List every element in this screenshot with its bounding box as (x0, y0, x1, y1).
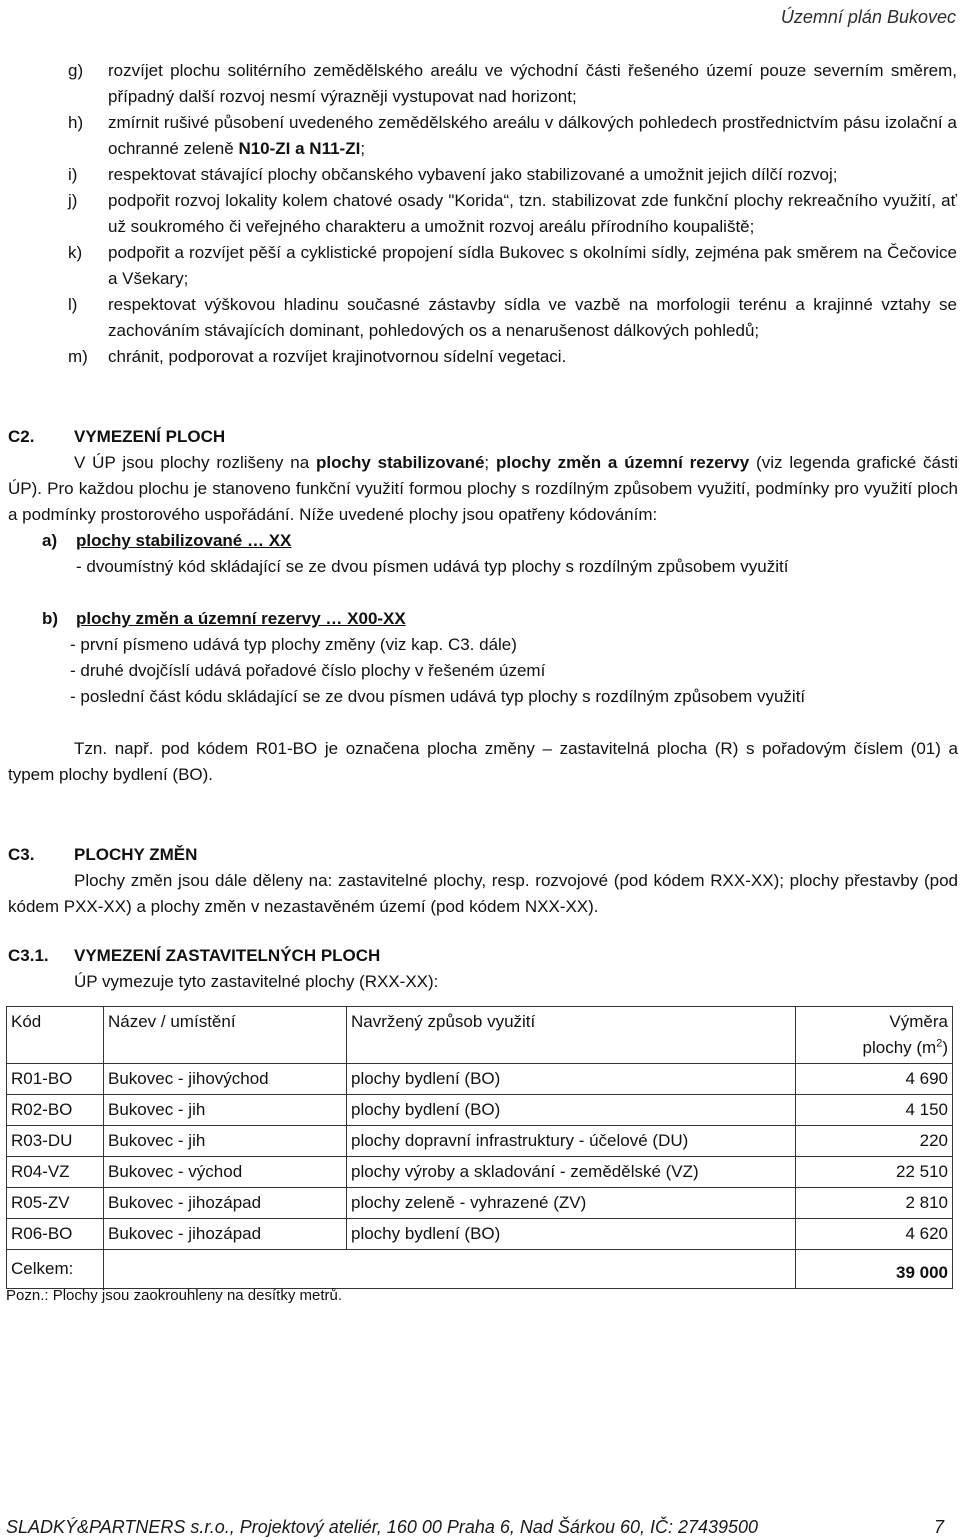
list-item-h (68, 110, 957, 162)
section-number: C3.1. (8, 946, 49, 965)
page-footer (6, 1514, 944, 1540)
section-title: VYMEZENÍ PLOCH (74, 427, 226, 446)
list-item-text: podpořit rozvoj lokality kolem chatové osady "Korida“, tzn. stabilizovat zde funkční plochy rekreačního využití, ať už soukromého či veřejného charakteru a umožnit rozvoj areálu přírodního koupaliště; (108, 191, 957, 236)
development-areas-table (6, 1006, 953, 1289)
list-item-label: l) (68, 295, 78, 314)
cell-name: Bukovec - jihovýchod (104, 1064, 347, 1095)
coding-heading (42, 606, 958, 632)
cell-name: Bukovec - východ (104, 1157, 347, 1188)
cell-area: 4 150 (796, 1095, 953, 1126)
paragraph-text: (viz legenda grafické části ÚP). Pro každou plochu je stanoveno funkční využití formou plochy s rozdílným způsobem využití, podmínky pro využití ploch a podmínky prostorového uspořádání. Níže uvedené plochy jsou opatřeny kódováním: (8, 453, 958, 524)
cell-area: 220 (796, 1126, 953, 1157)
section-number: C2. (8, 427, 35, 446)
document-header-title: Územní plán Bukovec (780, 7, 956, 27)
list-item-g (68, 58, 957, 110)
cell-use: plochy výroby a skladování - zemědělské (VZ) (347, 1157, 796, 1188)
list-item-text-part: zmírnit rušivé působení uvedeného zemědělského areálu v dálkových pohledech prostřednictvím pásu izolační a ochranné zeleně (108, 113, 957, 158)
table-row (7, 1188, 953, 1219)
list-item-l (68, 292, 957, 344)
header-use: Navržený způsob využití (347, 1007, 796, 1064)
cell-area: 4 620 (796, 1219, 953, 1250)
section-heading (8, 943, 958, 969)
section-c2 (8, 424, 958, 788)
coding-line: - poslední část kódu skládající se ze dvou písmen udává typ plochy s rozdílným způsobem využití (70, 687, 806, 706)
paragraph-text: ; (484, 453, 496, 472)
objectives-list (68, 58, 957, 370)
table-row (7, 1064, 953, 1095)
coding-changes (42, 606, 958, 710)
section-c3-1 (8, 943, 958, 995)
coding-heading (42, 528, 958, 554)
table-header-row (7, 1007, 953, 1064)
section-title: PLOCHY ZMĚN (74, 845, 198, 864)
cell-use: plochy dopravní infrastruktury - účelové (DU) (347, 1126, 796, 1157)
total-label: Celkem: (7, 1250, 104, 1289)
header-area-superscript: 2 (936, 1037, 943, 1050)
coding-line: - první písmeno udává typ plochy změny (viz kap. C3. dále) (70, 635, 517, 654)
table-row (7, 1157, 953, 1188)
list-item-label: h) (68, 113, 84, 132)
list-item-i (68, 162, 957, 188)
cell-code: R02-BO (7, 1095, 104, 1126)
table-row (7, 1219, 953, 1250)
coding-title: plochy změn a územní rezervy … X00-XX (76, 609, 406, 628)
section-heading (8, 424, 958, 450)
coding-stabilized (42, 528, 958, 580)
list-item-label: i) (68, 165, 78, 184)
cell-name: Bukovec - jih (104, 1126, 347, 1157)
coding-label: a) (42, 531, 58, 550)
section-paragraph: ÚP vymezuje tyto zastavitelné plochy (RXX-XX): (74, 972, 439, 991)
section-number: C3. (8, 845, 35, 864)
paragraph-bold: plochy změn a územní rezervy (496, 453, 750, 472)
section-paragraph: Plochy změn jsou dále děleny na: zastavitelné plochy, resp. rozvojové (pod kódem RXX-XX); plochy přestavby (pod kódem PXX-XX) a plochy změn v nezastavěném území (pod kódem NXX-XX). (8, 871, 958, 916)
list-item-label: j) (68, 191, 78, 210)
header-name: Název / umístění (104, 1007, 347, 1064)
cell-use: plochy bydlení (BO) (347, 1095, 796, 1126)
cell-use: plochy bydlení (BO) (347, 1064, 796, 1095)
list-item-k (68, 240, 957, 292)
cell-name: Bukovec - jihozápad (104, 1219, 347, 1250)
section-title: VYMEZENÍ ZASTAVITELNÝCH PLOCH (74, 946, 381, 965)
section-heading (8, 842, 958, 868)
cell-name: Bukovec - jih (104, 1095, 347, 1126)
list-item-text (108, 110, 957, 162)
paragraph-bold: plochy stabilizované (316, 453, 485, 472)
cell-name: Bukovec - jihozápad (104, 1188, 347, 1219)
header-area-line1: Výměra (889, 1012, 948, 1031)
list-item-label: k) (68, 243, 83, 262)
list-item-text: respektovat výškovou hladinu současné zástavby sídla ve vazbě na morfologii terénu a krajinné vztahy se zachováním stávajících dominant, pohledových os a nenarušenost dálkových pohledů; (108, 295, 957, 340)
footer-text: SLADKÝ&PARTNERS s.r.o., Projektový ateliér, 160 00 Praha 6, Nad Šárkou 60, IČ: 27439500 (6, 1517, 759, 1537)
coding-title: plochy stabilizované … XX (76, 531, 292, 550)
list-item-text: chránit, podporovat a rozvíjet krajinotvornou sídelní vegetaci. (108, 347, 567, 366)
cell-code: R04-VZ (7, 1157, 104, 1188)
header-area-text: ) (942, 1038, 948, 1057)
total-value: 39 000 (796, 1250, 953, 1289)
cell-use: plochy zeleně - vyhrazené (ZV) (347, 1188, 796, 1219)
table-note: Pozn.: Plochy jsou zaokrouhleny na desítky metrů. (6, 1287, 343, 1304)
section-c3 (8, 842, 958, 920)
coding-line: - dvoumístný kód skládající se ze dvou písmen udává typ plochy s rozdílným způsobem využití (76, 557, 789, 576)
list-item-text: podpořit a rozvíjet pěší a cyklistické propojení sídla Bukovec s okolními sídly, zejména pak směrem na Čečovice a Všekary; (108, 243, 957, 288)
table-row (7, 1095, 953, 1126)
cell-code: R05-ZV (7, 1188, 104, 1219)
list-item-label: g) (68, 61, 84, 80)
header-area-line2 (800, 1035, 948, 1061)
cell-code: R01-BO (7, 1064, 104, 1095)
section-paragraph (8, 450, 958, 528)
list-item-text: rozvíjet plochu solitérního zemědělského areálu ve východní části řešeného území pouze severním směrem, případný další rozvoj nesmí výrazněji vystupovat nad horizont; (108, 61, 957, 106)
header-area-text: plochy (m (862, 1038, 937, 1057)
page-number: 7 (933, 1517, 944, 1537)
cell-code: R03-DU (7, 1126, 104, 1157)
coding-example: Tzn. např. pod kódem R01-BO je označena plocha změny – zastavitelná plocha (R) s pořadovým číslem (01) a typem plochy bydlení (BO). (8, 739, 958, 784)
header-code: Kód (7, 1007, 104, 1064)
list-item-text-part: ; (360, 139, 366, 158)
cell-area: 22 510 (796, 1157, 953, 1188)
cell-use: plochy bydlení (BO) (347, 1219, 796, 1250)
coding-line: - druhé dvojčíslí udává pořadové číslo plochy v řešeném území (70, 661, 546, 680)
list-item-bold-codes: N10-ZI a N11-ZI (238, 139, 361, 158)
header-area (796, 1007, 953, 1064)
table-row (7, 1126, 953, 1157)
cell-area: 2 810 (796, 1188, 953, 1219)
list-item-label: m) (68, 347, 88, 366)
coding-label: b) (42, 609, 59, 628)
list-item-text: respektovat stávající plochy občanského vybavení jako stabilizované a umožnit jejich dílčí rozvoj; (108, 165, 838, 184)
cell-code: R06-BO (7, 1219, 104, 1250)
list-item-m (68, 344, 957, 370)
paragraph-text: V ÚP jsou plochy rozlišeny na (74, 453, 317, 472)
list-item-j (68, 188, 957, 240)
cell-area: 4 690 (796, 1064, 953, 1095)
